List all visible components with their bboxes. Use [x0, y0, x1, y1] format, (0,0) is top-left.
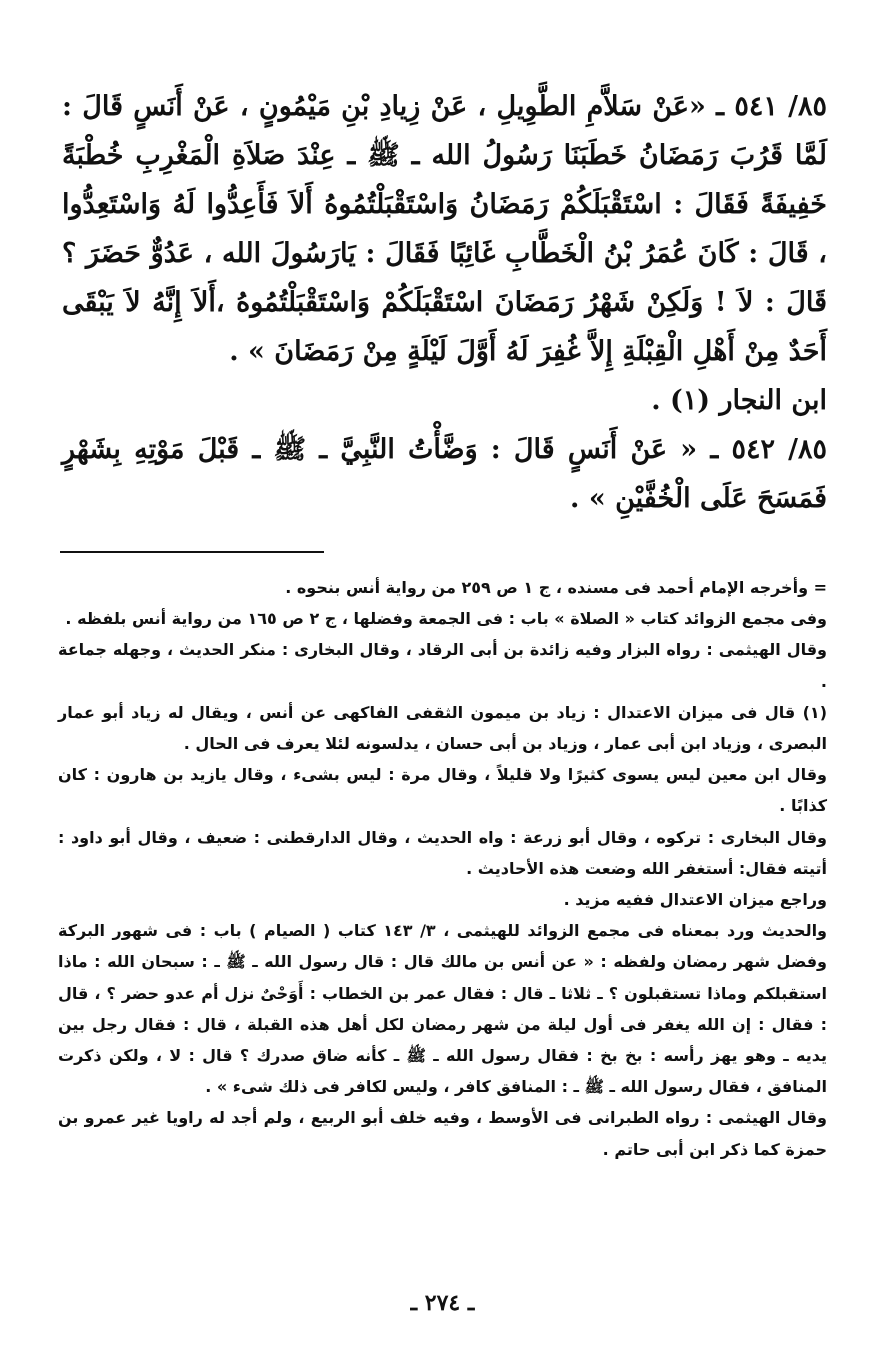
footnote-divider — [60, 551, 324, 553]
footnote-line: والحديث ورد بمعناه فى مجمع الزوائد للهيثمى ، ٣/ ١٤٣ كتاب ( الصيام ) باب : فى شهور البركة وفضل شهر رمضان ولفظه : « عن أنس بن مالك قال : قال رسول الله ـ ﷺ ـ : سبحان الله : ماذا استقبلكم وماذا تستقبلون ؟ ـ ثلاثا ـ قال : فقال عمر بن الخطاب : أَوَحْىٌ نزل أم عدو حضر ؟ ، قال : فقال : إن الله يغفر فى أول ليلة من شهر رمضان لكل أهل هذه القبلة ، قال : فقال رجل بين يديه ـ وهو يهز رأسه : بخ بخ : فقال رسول الله ـ ﷺ ـ كأنه ضاق صدرك ؟ قال : لا ، ولكن ذكرت المنافق ، فقال رسول الله ـ ﷺ ـ : المنافق كافر ، وليس لكافر فى ذلك شىء » . — [58, 921, 828, 1097]
hadith-541: ٨٥/ ٥٤١ ـ «عَنْ سَلاَّمِ الطَّوِيلِ ، عَنْ زِيادِ بْنِ مَيْمُونٍ ، عَنْ أَنَسٍ قَالَ : لَمَّا قَرُبَ رَمَضَانُ خَطَبَنَا رَسُولُ الله ـ ﷺ ـ عِنْدَ صَلاَةِ الْمَغْرِبِ خُطْبَةً خَفِيفَةً فَقَالَ : اسْتَقْبَلَكُمْ رَمَضَانُ وَاسْتَقْبَلْتُمُوهُ أَلاَ فَأَعِدُّوا لَهُ وَاسْتَعِدُّوا ، قَالَ : كَانَ عُمَرُ بْنُ الْخَطَّابِ غَائِبًا فَقَالَ : يَارَسُولَ الله ، عَدُوٌّ حَضَرَ ؟ قَالَ : لاَ ! وَلَكِنْ شَهْرُ رَمَضَانَ اسْتَقْبَلَكُمْ وَاسْتَقْبَلْتُمُوهُ ،أَلاَ إِنَّهُ لاَ يَبْقَى أَحَدٌ مِنْ أَهْلِ الْقِبْلَةِ إِلاَّ غُفِرَ لَهُ أَوَّلَ لَيْلَةٍ مِنْ رَمَضَانَ » . — [62, 91, 828, 367]
main-text — [62, 82, 827, 523]
footnote-line: وقال البخارى : تركوه ، وقال أبو زرعة : واه الحديث ، وقال الدارقطنى : ضعيف ، وقال أبو داود : أتيته فقال: أستغفر الله وضعت هذه الأحاديث . — [58, 827, 827, 878]
footnote-line: وقال الهيثمى : رواه البزار وفيه زائدة بن أبى الرقاد ، وقال البخارى : منكر الحديث ، وجهله جماعة . — [58, 640, 827, 691]
footnotes — [58, 572, 827, 1165]
footnote-line: وقال ابن معين ليس يسوى كثيرًا ولا قليلاً ، وقال مرة : ليس بشىء ، وقال يازيد بن هارون : كان كذابًا . — [58, 765, 827, 816]
footnote-line: = وأخرجه الإمام أحمد فى مسنده ، ج ١ ص ٢٥٩ من رواية أنس بنحوه . — [285, 578, 827, 597]
page-number: ـ ٢٧٤ ـ — [410, 1290, 475, 1316]
footnote-line: وفى مجمع الزوائد كتاب « الصلاة » باب : فى الجمعة وفضلها ، ج ٢ ص ١٦٥ من رواية أنس بلفظه . — [65, 609, 827, 629]
footnote-line: وراجع ميزان الاعتدال ففيه مزيد . — [563, 890, 827, 910]
footnote-1: (١) قال فى ميزان الاعتدال : زياد بن ميمون الثقفى الفاكهى عن أنس ، ويقال له زياد أبو عمار البصرى ، وزياد ابن أبى عمار ، وزياد بن أبى حسان ، يدلسونه لئلا يعرف فى الحال . — [58, 702, 827, 754]
hadith-542: ٨٥/ ٥٤٢ ـ « عَنْ أَنَسٍ قَالَ : وَضَّأْتُ النَّبِيَّ ـ ﷺ ـ قَبْلَ مَوْتِهِ بِشَهْرٍ فَمَسَحَ عَلَى الْخُفَّيْنِ » . — [62, 434, 828, 514]
hadith-541-source: ابن النجار (١) . — [651, 385, 827, 416]
footnote-line: وقال الهيثمى : رواه الطبرانى فى الأوسط ، وفيه خلف أبو الربيع ، ولم أجد له راويا غير عمرو بن حمزة كما ذكر ابن أبى حاتم . — [58, 1108, 827, 1159]
